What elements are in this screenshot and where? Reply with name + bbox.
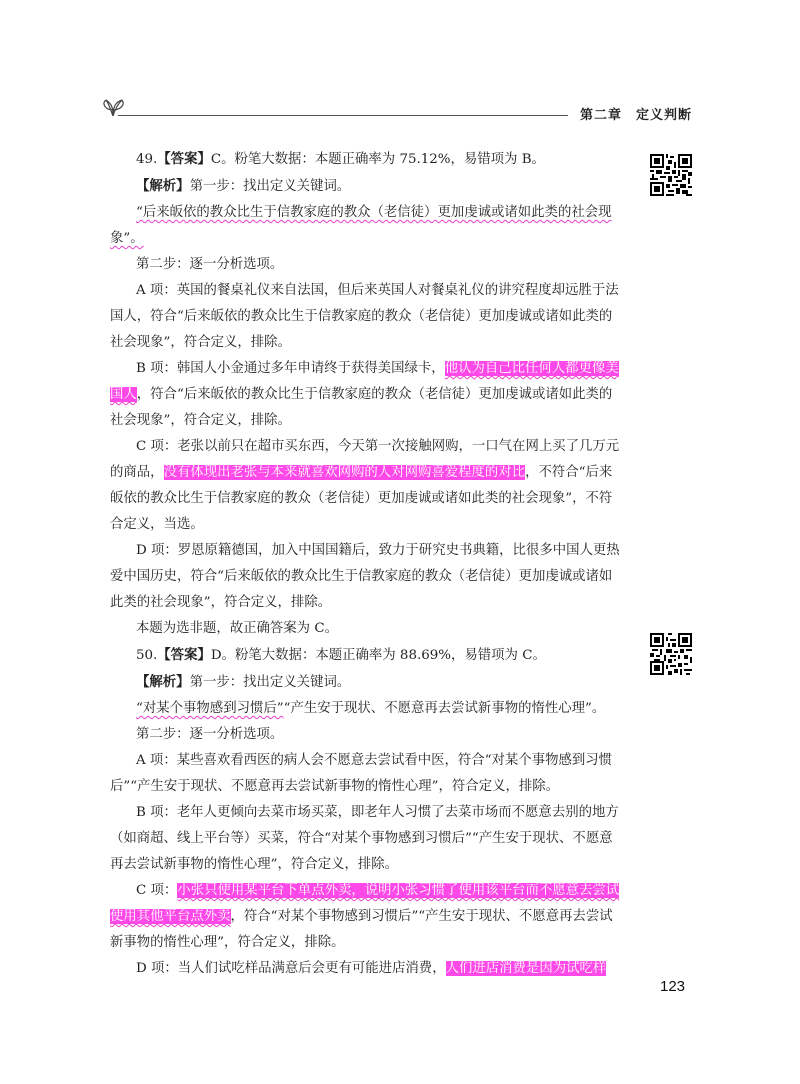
q49-option-d: D 项：罗恩原籍德国，加入中国国籍后，致力于研究史书典籍，比很多中国人更热爱中国历史，符合“后来皈依的教众比生于信教家庭的教众（老信徒）更加虔诚或诸如此类的社会现象”，符合定义，排除。 <box>110 543 620 610</box>
q49-b-highlight: 他认为自己比任何人都更像美国人 <box>110 361 619 402</box>
q49-step1: 第一步：找出定义关键词。 <box>189 179 351 194</box>
chapter-number: 第二章 <box>580 108 623 123</box>
q50-c-post: ，符合“对某个事物感到习惯后”“产生安于现状、不愿意再去尝试新事物的惰性心理”，符合定义，排除。 <box>110 909 613 950</box>
q49-keyword <box>110 200 624 252</box>
q49-option-b <box>110 356 624 434</box>
q49-c-highlight: 没有体现出老张与本来就喜欢网购的人对网购喜爱程度的对比 <box>163 465 526 480</box>
q49-c-pre: C 项：老张以前只在超市买东西，今天第一次接触网购，一口气在网上买了几万元的商品， <box>110 439 620 480</box>
q50-d-pre: D 项：当人们试吃样品满意后会更有可能进店消费， <box>136 961 446 976</box>
q50-analysis-tag: 【解析】 <box>136 674 190 690</box>
q49-option-a: A 项：英国的餐桌礼仪来自法国，但后来英国人对餐桌礼仪的讲究程度却远胜于法国人，符合“后来皈依的教众比生于信教家庭的教众（老信徒）更加虔诚或诸如此类的社会现象”，符合定义，排除。 <box>110 283 619 350</box>
q50-option-b: B 项：老年人更倾向去菜市场买菜，即老年人习惯了去菜市场而不愿意去别的地方（如商超、线上平台等）买菜，符合“对某个事物感到习惯后”“产生安于现状、不愿意再去尝试新事物的惰性心理”，符合定义，排除。 <box>110 805 619 872</box>
header-rule <box>118 115 568 116</box>
answer-explanation <box>110 146 624 982</box>
q49-answer-line <box>110 146 624 173</box>
q49-keyword-text: “后来皈依的教众比生于信教家庭的教众（老信徒）更加虔诚或诸如此类的社会现象”。 <box>110 205 612 246</box>
q49-number: 49. <box>136 152 158 167</box>
q50-step2: 第二步：逐一分析选项。 <box>136 727 284 742</box>
q50-number: 50. <box>136 648 158 663</box>
qr-code-icon <box>650 633 692 675</box>
q49-analysis-line <box>110 173 624 200</box>
q50-option-a: A 项：某些喜欢看西医的病人会不愿意去尝试看中医，符合“对某个事物感到习惯后”“产生安于现状、不愿意再去尝试新事物的惰性心理”，符合定义，排除。 <box>110 753 613 794</box>
q50-c-pre: C 项： <box>136 883 178 898</box>
q49-answer-tag: 【答案】 <box>157 151 211 167</box>
q49-b-pre: B 项：韩国人小金通过多年申请终于获得美国绿卡， <box>136 361 445 376</box>
q50-keyword-b: “产生安于现状、不愿意再去尝试新事物的惰性心理”。 <box>283 701 606 716</box>
q50-keyword <box>110 696 624 722</box>
q50-step1: 第一步：找出定义关键词。 <box>189 675 351 690</box>
q50-option-c <box>110 878 624 956</box>
q50-answer-tag: 【答案】 <box>157 647 211 663</box>
q50-answer-line <box>110 642 624 669</box>
q50-answer-text: D。粉笔大数据：本题正确率为 88.69%，易错项为 C。 <box>210 648 546 663</box>
q49-analysis-tag: 【解析】 <box>136 178 190 194</box>
q49-answer-text: C。粉笔大数据：本题正确率为 75.12%，易错项为 B。 <box>210 152 545 167</box>
q49-option-c <box>110 434 624 538</box>
q49-c-post: ，不符合“后来皈依的教众比生于信教家庭的教众（老信徒）更加虔诚或诸如此类的社会现象”，不符合定义，当选。 <box>110 465 613 532</box>
q50-c-highlight: 小张只使用某平台下单点外卖，说明小张习惯了使用该平台而不愿意去尝试使用其他平台点外卖 <box>110 883 620 924</box>
q50-d-highlight: 人们进店消费是因为试吃样 <box>445 961 607 976</box>
page-number: 123 <box>660 978 686 995</box>
chapter-heading <box>580 104 692 123</box>
q49-step2: 第二步：逐一分析选项。 <box>136 257 284 272</box>
q50-option-d <box>110 956 624 982</box>
section-title: 定义判断 <box>636 108 693 123</box>
q50-analysis-line <box>110 669 624 696</box>
q50-keyword-a: “对某个事物感到习惯后” <box>136 701 284 716</box>
q49-b-post: ，符合“后来皈依的教众比生于信教家庭的教众（老信徒）更加虔诚或诸如此类的社会现象”，符合定义，排除。 <box>110 387 613 428</box>
qr-code-icon <box>650 154 692 196</box>
q49-conclusion: 本题为选非题，故正确答案为 C。 <box>136 621 338 636</box>
